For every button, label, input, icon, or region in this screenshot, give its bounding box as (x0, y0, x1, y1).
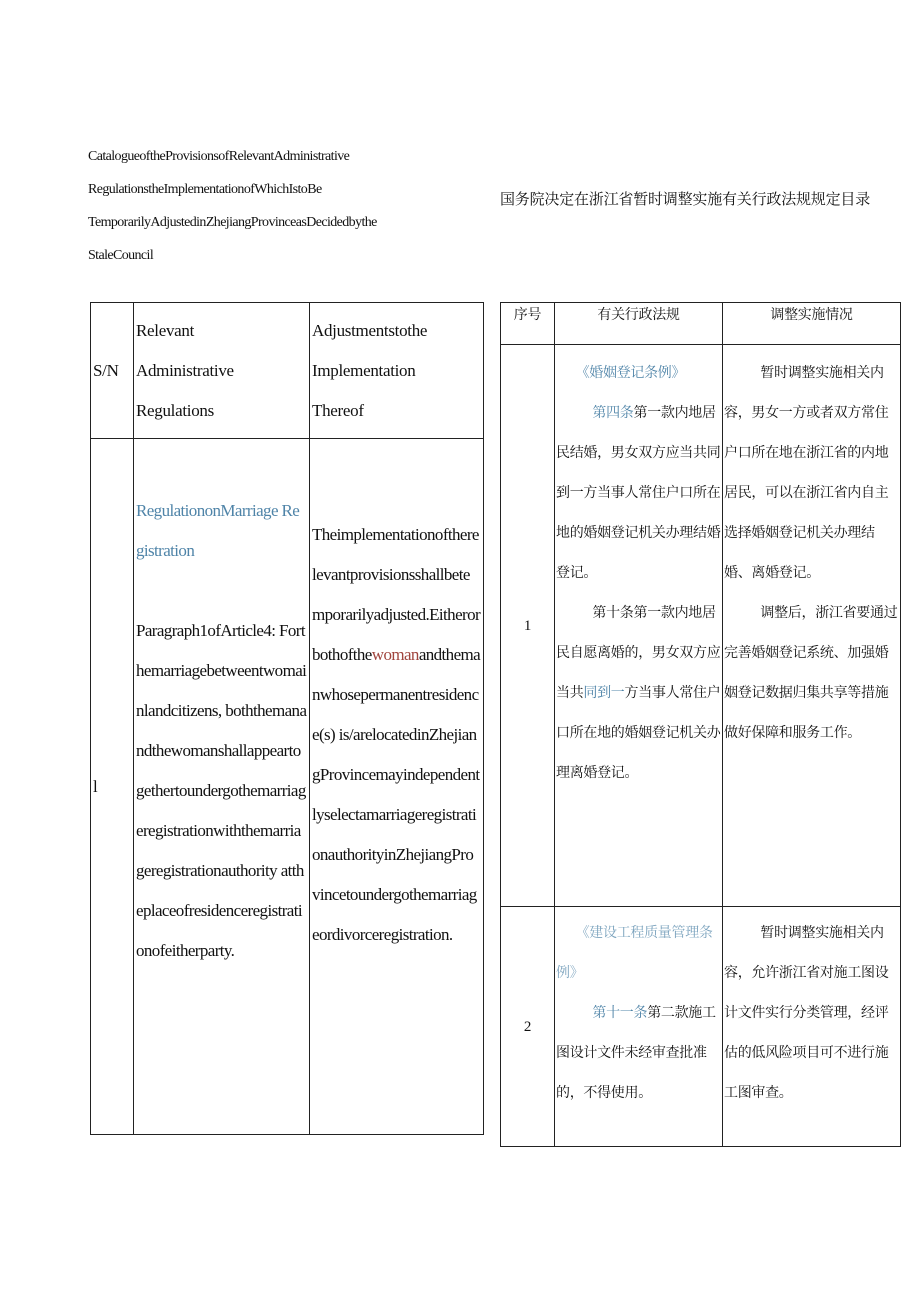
article-text: Paragraph1ofArticle4: Forthemarriagebetweentwomainlandcitizens, boththemanandthewomanshallappeartogethertoundergothemarriageregistrationwiththemarriageregistrationauthority attheplaceofresidenceregistrationofeitherparty. (136, 621, 307, 960)
header-adjustments: 调整实施情况 (723, 303, 901, 345)
highlighted-word: woman (371, 645, 419, 664)
regulation-name-link[interactable]: 《婚姻登记条例》 (575, 365, 686, 381)
table-row (501, 345, 901, 907)
adjustment-text: 调整后，浙江省要通过完善婚姻登记系统、加强婚姻登记数据归集共享等措施做好保障和服务工作。 (724, 605, 898, 741)
adjustment-text-part: Theimplementationoftherelevantprovisionsshallbetemporarilyadjusted.Eitherorbothofthe (312, 525, 481, 664)
article-text (556, 393, 721, 593)
adjustment-text: 暂时调整实施相关内容，允许浙江省对施工图设计文件实行分类管理，经评估的低风险项目可不进行施工图审查。 (724, 925, 889, 1101)
article-link[interactable]: 第十一条 (592, 1005, 648, 1021)
table-row (91, 439, 484, 1135)
adjustment-text-part: andthemanwhosepermanentresidence(s) is/arelocatedinZhejiangProvincemayindependentlyselectamarriageregistrationauthorityinZhejiangProvincetoundergothemarriageordivorceregistration. (312, 645, 481, 944)
article-text-part: 方当事人常住户口所在地的婚姻登记机关办理离婚登记。 (556, 685, 721, 781)
highlighted-phrase: 同到一 (583, 685, 625, 701)
header-adjustments (310, 303, 484, 439)
english-title-line: RegulationstheImplementationofWhichIstoBe (88, 182, 322, 197)
regulation-cell (555, 345, 723, 907)
table-row (501, 907, 901, 1147)
article-text-part: 第一款内地居民结婚，男女双方应当共同到一方当事人常住户口所在地的婚姻登记机关办理结婚登记。 (556, 405, 721, 581)
chinese-catalogue-table (500, 302, 901, 1147)
header-text: Adjustmentstothe (312, 320, 428, 340)
english-title (88, 140, 468, 272)
regulation-cell (555, 907, 723, 1147)
adjustment-cell (723, 907, 901, 1147)
header-sn: S/N (91, 303, 134, 439)
article-text (556, 993, 721, 1113)
header-text: Relevant (136, 320, 195, 340)
header-text: Regulations (136, 400, 214, 420)
header-text: Implementation (312, 360, 416, 380)
row-sn: l (91, 439, 134, 1135)
table-header-row (91, 303, 484, 439)
article-text (556, 593, 721, 793)
article-link[interactable]: 第四条 (592, 405, 634, 421)
english-title-line: CatalogueoftheProvisionsofRelevantAdministrative (88, 149, 350, 164)
header-regulations (134, 303, 310, 439)
english-title-line: StaleCouncil (88, 248, 154, 263)
english-catalogue-table (90, 302, 484, 1135)
adjustment-text (312, 515, 481, 955)
header-sn: 序号 (501, 303, 555, 345)
regulation-name-link[interactable]: 《建设工程质量管理条例》 (556, 925, 713, 981)
english-title-line: TemporarilyAdjustedinZhejiangProvinceasDecidedbythe (88, 215, 377, 230)
table-header-row (501, 303, 901, 345)
row-sn: 2 (501, 907, 555, 1147)
adjustment-cell (310, 439, 484, 1135)
header-text: Administrative (136, 360, 234, 380)
header-text: Thereof (312, 400, 364, 420)
regulation-name-link[interactable]: RegulationonMarriage Registration (136, 501, 300, 560)
article-text-part: 第二款施工图设计文件未经审查批准的，不得使用。 (556, 1005, 716, 1101)
regulation-cell (134, 439, 310, 1135)
row-sn: 1 (501, 345, 555, 907)
header-regulations: 有关行政法规 (555, 303, 723, 345)
adjustment-cell (723, 345, 901, 907)
adjustment-text: 暂时调整实施相关内容，男女一方或者双方常住户口所在地在浙江省的内地居民，可以在浙江省内自主选择婚姻登记机关办理结婚、离婚登记。 (724, 365, 889, 581)
chinese-title: 国务院决定在浙江省暂时调整实施有关行政法规规定目录 (500, 190, 871, 208)
article-text-part: 第十条第一款内地居民自愿离婚的，男女双方应当共 (556, 605, 721, 701)
